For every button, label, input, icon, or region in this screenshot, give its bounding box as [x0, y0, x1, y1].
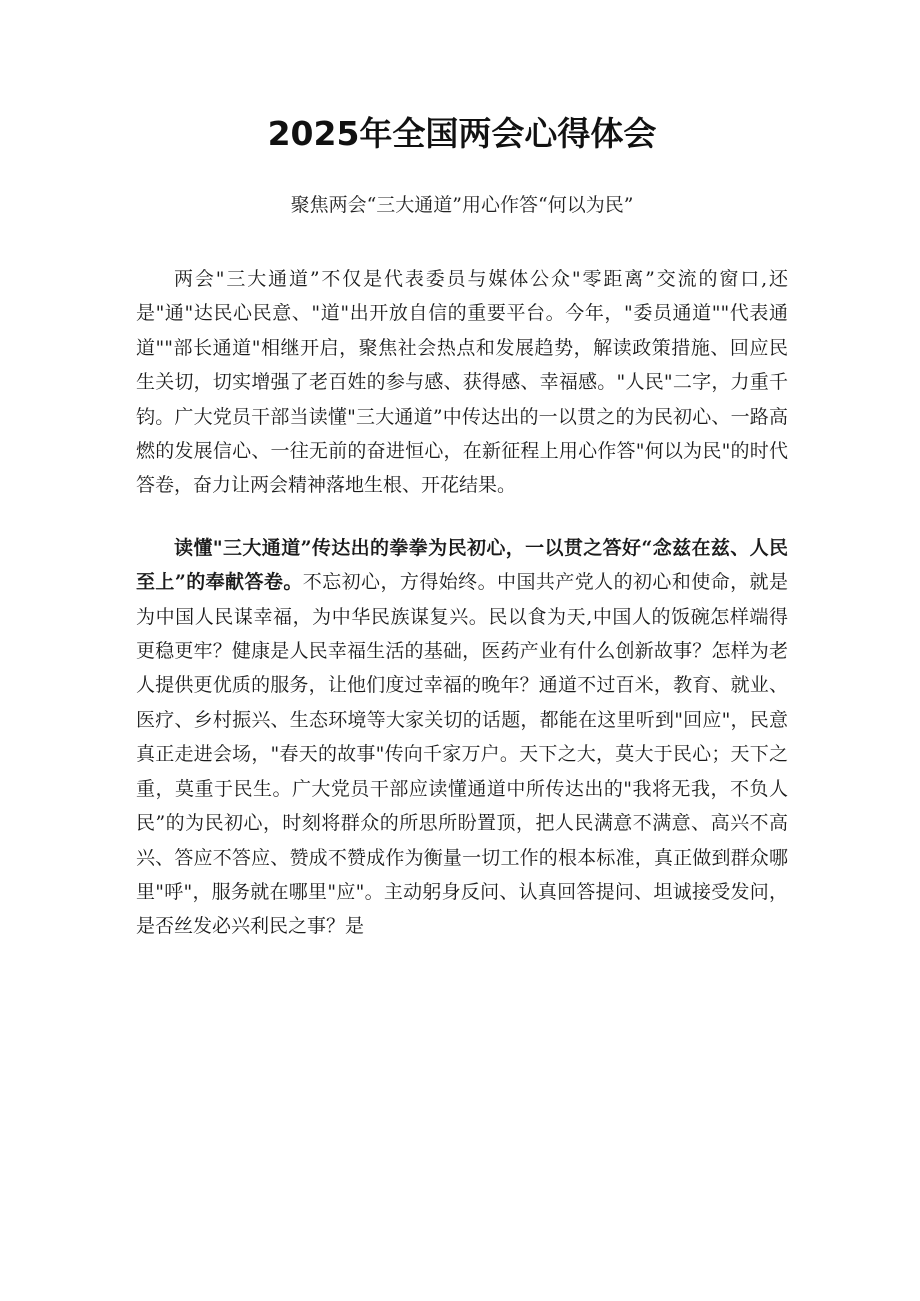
- document-page: [136, 112, 788, 944]
- title-year: 2025: [267, 114, 360, 153]
- document-subtitle: 聚焦两会“三大通道”用心作答“何以为民”: [290, 194, 634, 216]
- title-text: 年全国两会心得体会: [359, 114, 657, 153]
- paragraph-2: [136, 531, 788, 944]
- paragraph-2-lead: 读懂"三大通道”传达出的拳拳为民初心，一以贯之答好“念兹在兹、人民至上”的奉献答卷。: [136, 536, 788, 594]
- paragraph-2-text: 不忘初心，方得始终。中国共产党人的初心和使命，就是为中国人民谋幸福，为中华民族谋复兴。民以食为天,中国人的饭碗怎样端得更稳更牢？健康是人民幸福生活的基础，医药产业有什么创新故事？怎样为老人提供更优质的服务，让他们度过幸福的晚年？通道不过百米，教育、就业、医疗、乡村振兴、生态环境等大家关切的话题，都能在这里听到"回应"，民意真正走进会场，"春天的故事"传向千家万户。天下之大，莫大于民心；天下之重，莫重于民生。广大党员干部应读懂通道中所传达出的"我将无我，不负人民”的为民初心，时刻将群众的所思所盼置顶，把人民满意不满意、高兴不高兴、答应不答应、赞成不赞成作为衡量一切工作的根本标准，真正做到群众哪里"呼"，服务就在哪里"应"。主动躬身反问、认真回答提问、坦诚接受发问，是否丝发必兴利民之事？是: [136, 571, 788, 938]
- paragraph-1: [136, 262, 788, 503]
- document-title: [136, 112, 788, 156]
- paragraph-1-text: 两会"三大通道”不仅是代表委员与媒体公众"零距离”交流的窗口,还是"通"达民心民意、"道"出开放自信的重要平台。今年，"委员通道""代表通道""部长通道"相继开启，聚焦社会热点和发展趋势，解读政策措施、回应民生关切，切实增强了老百姓的参与感、获得感、幸福感。"人民"二字，力重千钧。广大党员干部当读懂"三大通道”中传达出的一以贯之的为民初心、一路高燃的发展信心、一往无前的奋进恒心，在新征程上用心作答"何以为民"的时代答卷，奋力让两会精神落地生根、开花结果。: [136, 268, 788, 497]
